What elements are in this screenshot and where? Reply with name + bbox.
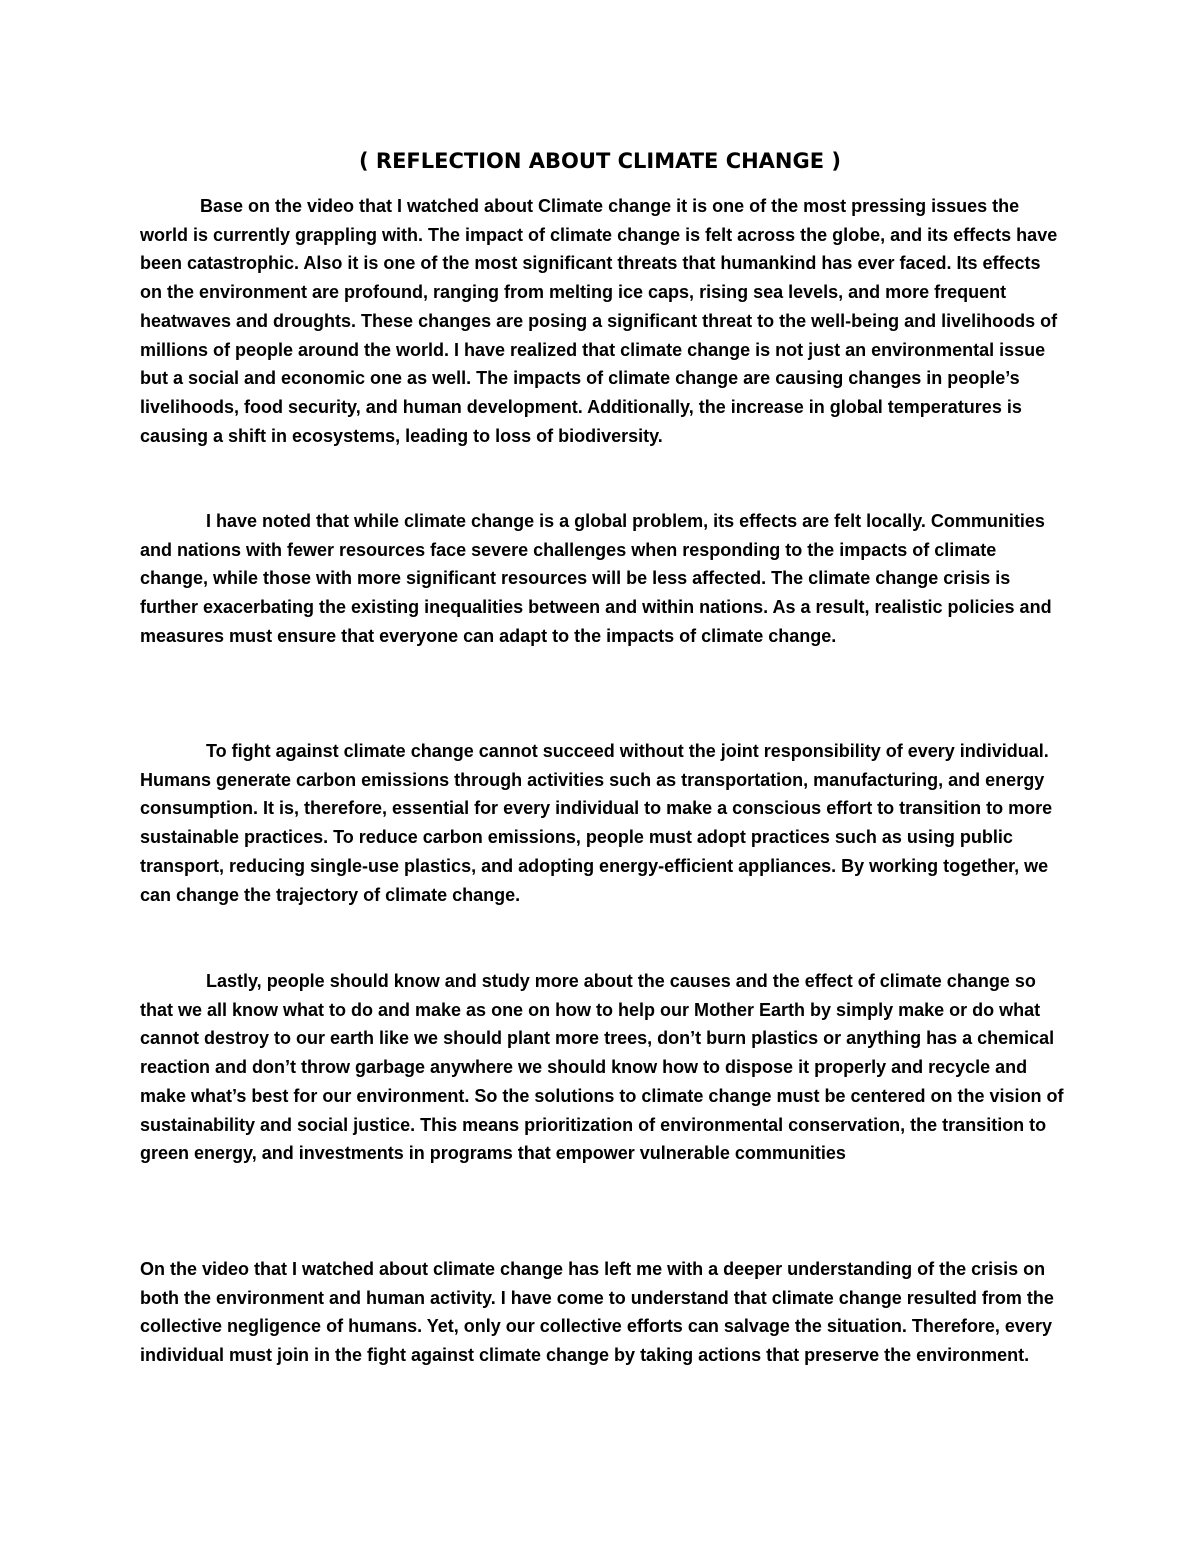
paragraph-4: Lastly, people should know and study more about the causes and the effect of climate change so that we all know what to do and make as one on how to help our Mother Earth by simply make or do what cannot destroy to our earth like we should plant more trees, don’t burn plastics or anything has a chemical reaction and don’t throw garbage anywhere we should know how to dispose it properly and recycle and make what’s best for our environment. So the solutions to climate change must be centered on the vision of sustainability and social justice. This means prioritization of environmental conservation, the transition to green energy, and investments in programs that empower vulnerable communities	[140, 971, 1064, 1164]
paragraph-1: Base on the video that I watched about Climate change it is one of the most pressing issues the world is currently grappling with. The impact of climate change is felt across the globe, and its effects have been catastrophic. Also it is one of the most significant threats that humankind has ever faced. Its effects on the environment are profound, ranging from melting ice caps, rising sea levels, and more frequent heatwaves and droughts. These changes are posing a significant threat to the well-being and livelihoods of millions of people around the world. I have realized that climate change is not just an environmental issue but a social and economic one as well. The impacts of climate change are causing changes in people’s livelihoods, food security, and human development. Additionally, the increase in global temperatures is causing a shift in ecosystems, leading to loss of biodiversity.	[140, 196, 1058, 446]
paragraph-5: On the video that I watched about climate change has left me with a deeper understanding of the crisis on both the environment and human activity. I have come to understand that climate change resulted from the collective negligence of humans. Yet, only our collective efforts can salvage the situation. Therefore, every individual must join in the fight against climate change by taking actions that preserve the environment.	[140, 1259, 1054, 1366]
paragraph-3: To fight against climate change cannot succeed without the joint responsibility of every individual. Humans generate carbon emissions through activities such as transportation, manufacturing, and energy consumption. It is, therefore, essential for every individual to make a conscious effort to transition to more sustainable practices. To reduce carbon emissions, people must adopt practices such as using public transport, reducing single-use plastics, and adopting energy-efficient appliances. By working together, we can change the trajectory of climate change.	[140, 741, 1053, 905]
paragraph-2: I have noted that while climate change is a global problem, its effects are felt locally. Communities and nations with fewer resources face severe challenges when responding to the impacts of climate change, while those with more significant resources will be less affected. The climate change crisis is further exacerbating the existing inequalities between and within nations. As a result, realistic policies and measures must ensure that everyone can adapt to the impacts of climate change.	[140, 511, 1052, 646]
document-title: ( REFLECTION ABOUT CLIMATE CHANGE )	[359, 149, 841, 173]
